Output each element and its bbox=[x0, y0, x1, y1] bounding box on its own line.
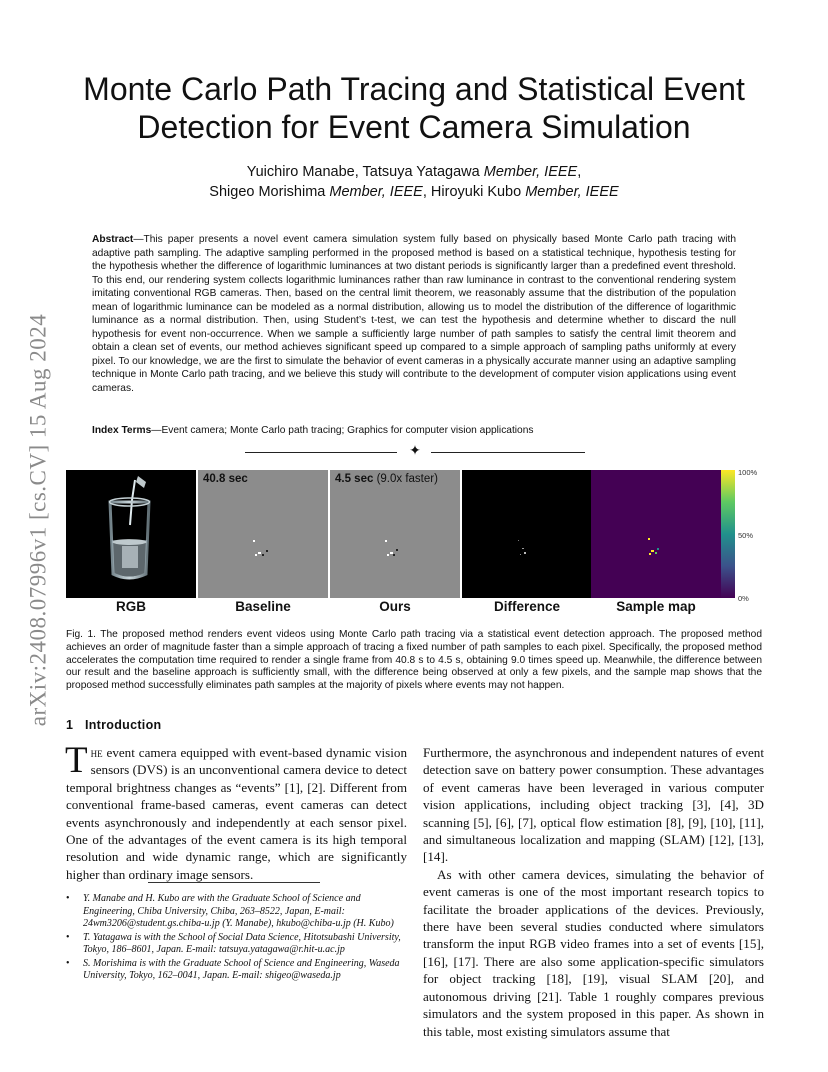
right-column bbox=[423, 744, 764, 1040]
section-divider bbox=[245, 445, 585, 461]
footnote-text: S. Morishima is with the Graduate School of Science and Engineering, Waseda University, Tokyo, 162–0041, Japan. E-mail: shigeo@waseda.jp bbox=[83, 957, 400, 981]
intro-paragraph-1-text: event camera equipped with event-based dynamic vision sensors (DVS) is an unconventional camera device to detect temporal brightness changes as “events” [1], [2]. Different from conventional frame-based cameras, event cameras can detect events asynchronously and independently at each sensor pixel. One of the advantages of the event camera is its high temporal resolution and wide dynamic range, which are significantly higher than ordinary image sensors. bbox=[66, 745, 407, 882]
author-list bbox=[60, 162, 768, 202]
abstract-label: Abstract bbox=[92, 234, 134, 245]
section-title: Introduction bbox=[84, 718, 162, 732]
samplemap-dots bbox=[591, 470, 721, 598]
panel-baseline-image bbox=[198, 470, 328, 598]
arxiv-stamp bbox=[18, 280, 58, 760]
author-names-1: Yuichiro Manabe, Tatsuya Yatagawa bbox=[246, 164, 484, 180]
footnote-text: T. Yatagawa is with the School of Social Data Science, Hitotsubashi University, Tokyo, 186–8601, Japan. E-mail: tatsuya.yatagawa@r.hit-u.ac.jp bbox=[83, 931, 401, 955]
panel-rgb-image bbox=[66, 470, 196, 598]
figure-caption: Fig. 1. The proposed method renders event videos using Monte Carlo path tracing via a statistical event detection approach. The proposed method achieves an order of magnitude faster than a simple approach of tracing a fixed number of path samples to each pixel. Specifically, the proposed method accelerates the computation time required to render a single frame from 40.8 s to 4.5 s, obtaining 9.0 times speed up. Meanwhile, the difference between our result and the baseline approach is sufficiently small, with the difference being observed at only a few pixels, and the sample map shows that the proposed method successfully eliminates path samples at the majority of pixels where events may not happen. bbox=[66, 629, 762, 692]
panel-label-baseline: Baseline bbox=[235, 599, 291, 614]
panel-label-difference: Difference bbox=[493, 599, 561, 614]
author-line-1 bbox=[60, 162, 768, 182]
ours-speedup: (9.0x faster) bbox=[376, 473, 438, 485]
panel-difference-image bbox=[462, 470, 592, 598]
author-role-kubo: Member, IEEE bbox=[525, 184, 619, 200]
colorbar-tick-0: 0% bbox=[738, 594, 749, 603]
glass-pour-image bbox=[66, 470, 196, 598]
bullet-icon: • bbox=[66, 957, 70, 969]
author-role-1: Member, IEEE bbox=[483, 164, 578, 180]
abstract bbox=[92, 233, 736, 395]
author-role-morishima: Member, IEEE bbox=[329, 184, 423, 200]
left-column bbox=[65, 740, 407, 883]
drop-cap: T bbox=[65, 740, 88, 781]
panel-label-rgb: RGB bbox=[116, 599, 146, 614]
colorbar-tick-100: 100% bbox=[738, 468, 758, 477]
difference-event-dots bbox=[462, 470, 592, 598]
author-line-2 bbox=[60, 182, 768, 202]
panel-ours-image bbox=[330, 470, 460, 598]
paper-title: Monte Carlo Path Tracing and Statistical Event Detection for Event Camera Simulation bbox=[83, 71, 745, 145]
right-paragraph-1: Furthermore, the asynchronous and independent natures of event detection save on battery power consumption. These advantages of event cameras have been leveraged in various computer vision applications, including object tracking [3], [4], 3D scanning [5], [6], [7], optical flow estimation [8], [9], [10], [11], and simultaneous localization and mapping (SLAM) [12], [13], [14]. bbox=[423, 745, 764, 865]
bullet-icon: • bbox=[66, 931, 70, 943]
divider-line-right bbox=[431, 452, 585, 453]
index-terms bbox=[92, 424, 736, 438]
ours-time: 4.5 sec bbox=[335, 473, 374, 485]
author-name-morishima: Shigeo Morishima bbox=[209, 184, 330, 200]
abstract-text: —This paper presents a novel event camera simulation system fully based on physically based Monte Carlo path tracing with adaptive path sampling. The adaptive sampling performed in the proposed method is based on a statistical technique, hypothesis testing for the hypothesis whether the difference of logarithmic luminances at two distant periods is significantly larger than a predefined event threshold. To this end, our rendering system collects logarithmic luminances rather than raw luminance in contrast to the conventional rendering system imitating conventional RGB cameras. Then, based on the central limit theorem, we reasonably assume that the distribution of the population mean of logarithmic luminance can be modeled as a normal distribution, allowing us to model the distribution of the difference of logarithmic luminance as a normal distribution. Then, using Student’s t-test, we can test the hypothesis and determine whether to discard the null hypothesis for event non-occurrence. When we sample a sufficiently large number of path samples to satisfy the central limit theorem and obtain a clean set of events, our method achieves significant speed up compared to a simple approach of sampling paths uniformly at every pixel. To our knowledge, we are the first to simulate the behavior of event cameras in a physically accurate manner using an adaptive sampling technique in Monte Carlo path tracing, and we believe this study will contribute to the development of computer vision applications using event cameras. bbox=[92, 234, 736, 394]
index-terms-label: Index Terms bbox=[92, 425, 152, 436]
section-number: 1 bbox=[66, 718, 73, 732]
footnote-item bbox=[66, 932, 407, 957]
figure-1 bbox=[66, 470, 766, 620]
intro-paragraph-1 bbox=[65, 740, 407, 883]
ours-event-dots bbox=[330, 470, 460, 598]
footnotes bbox=[66, 893, 407, 984]
panel-label-samplemap: Sample map bbox=[616, 599, 696, 614]
right-paragraph-2: As with other camera devices, simulating the behavior of event cameras is one of the most important research topics to facilitate the broader applications of the devices. Previously, there have been several studies conducted where simulators transform the input RGB video frames into a set of events [15], [16], [17]. There are also some application-specific simulators for object tracking [18], [19], visual SLAM [20], and autonomous driving [21]. Table 1 roughly compares previous simulators and the system proposed in this paper. As shown in this table, most existing simulators assume that bbox=[423, 866, 764, 1039]
bullet-icon: • bbox=[66, 893, 70, 904]
baseline-time-label: 40.8 sec bbox=[203, 473, 248, 485]
author-name-kubo: , Hiroyuki Kubo bbox=[422, 184, 526, 200]
footnote-item bbox=[66, 893, 407, 931]
colorbar-tick-50: 50% bbox=[738, 531, 754, 540]
baseline-event-dots bbox=[198, 470, 328, 598]
index-terms-text: —Event camera; Monte Carlo path tracing; Graphics for computer vision applications bbox=[151, 425, 534, 436]
colorbar bbox=[721, 470, 735, 598]
footnote-item bbox=[66, 958, 407, 983]
panel-samplemap-image bbox=[591, 470, 721, 598]
author-line-1-end: , bbox=[577, 164, 582, 180]
divider-line-left bbox=[245, 452, 397, 453]
first-word-rest: he bbox=[90, 745, 103, 760]
divider-star-icon: ✦ bbox=[409, 443, 421, 459]
panel-label-ours: Ours bbox=[379, 599, 411, 614]
footnote-rule bbox=[148, 882, 320, 883]
section-heading bbox=[66, 718, 161, 732]
footnote-text: Y. Manabe and H. Kubo are with the Graduate School of Science and Engineering, Chiba University, Chiba, 263–8522, Japan, E-mail: 24wm3206@student.gs.chiba-u.jp (Y. Manabe), hkubo@chiba-u.jp (H. Kubo) bbox=[83, 893, 394, 929]
arxiv-stamp-text: arXiv:2408.07996v1 [cs.CV] 15 Aug 2024 bbox=[25, 313, 50, 727]
